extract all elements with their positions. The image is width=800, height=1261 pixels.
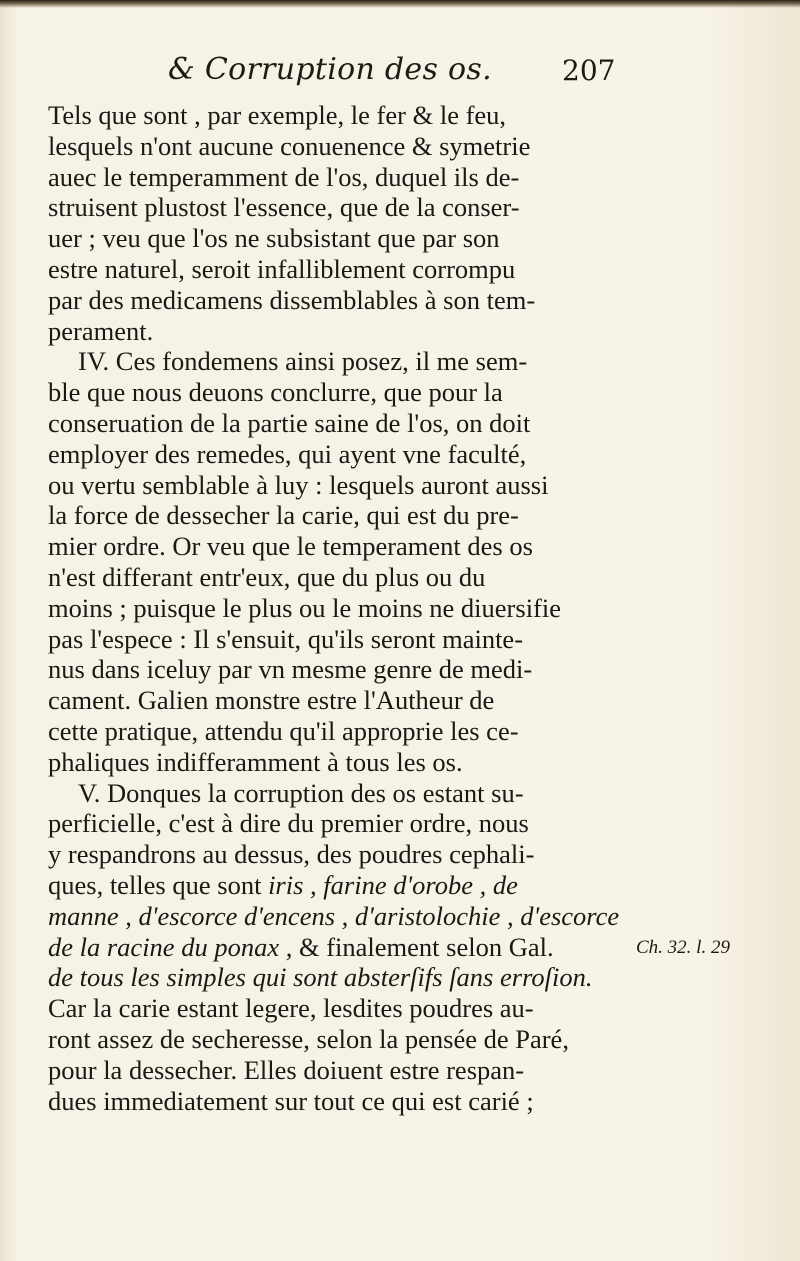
text-line: struisent plustost l'essence, que de la conser-	[48, 192, 520, 223]
text-line: IV. Ces fondemens ainsi posez, il me sem-	[78, 346, 528, 377]
text-line: employer des remedes, qui ayent vne faculté,	[48, 438, 527, 469]
text-line: nus dans iceluy par vn mesme genre de medi-	[48, 654, 533, 685]
text-line: ble que nous deuons conclurre, que pour la	[48, 377, 503, 408]
text-line: lesquels n'ont aucune conuenence & symetrie	[48, 130, 531, 161]
running-head: & Corruption des os.	[168, 52, 492, 87]
text-line: conseruation de la partie saine de l'os, on doit	[48, 407, 531, 438]
text-line: mier ordre. Or veu que le temperament des os	[48, 531, 533, 562]
text-line: cament. Galien monstre estre l'Autheur de	[48, 685, 495, 716]
page-top-edge	[0, 0, 800, 8]
text-line-italic: de tous les simples qui sont absterſifs ſans erroſion.	[48, 962, 593, 993]
text-line-italic: manne , d'escorce d'encens , d'aristolochie , d'escorce	[48, 900, 620, 931]
text-line: uer ; veu que l'os ne subsistant que par son	[48, 223, 500, 254]
page-header	[0, 52, 800, 96]
text-line: perament.	[48, 315, 154, 346]
body-text	[48, 100, 628, 1116]
text-line: Tels que sont , par exemple, le fer & le feu,	[48, 100, 507, 130]
text-line: perficielle, c'est à dire du premier ordre, nous	[48, 808, 529, 839]
text-line: moins ; puisque le plus ou le moins ne diuersifie	[48, 592, 562, 623]
text-line: ou vertu semblable à luy : lesquels auront aussi	[48, 469, 549, 500]
text-line: ront assez de secheresse, selon la pensée de Paré,	[48, 1023, 569, 1054]
margin-note: Ch. 32. l. 29	[636, 937, 730, 958]
text-line: pour la dessecher. Elles doiuent estre respan-	[48, 1054, 525, 1085]
text-line: auec le temperamment de l'os, duquel ils de-	[48, 161, 520, 192]
text-line: dues immediatement sur tout ce qui est carié ;	[48, 1085, 534, 1116]
text-line: pas l'espece : Il s'ensuit, qu'ils seront mainte-	[48, 623, 524, 654]
text-line	[48, 932, 628, 963]
text-line: Car la carie estant legere, lesdites poudres au-	[48, 993, 534, 1024]
text-line: n'est differant entr'eux, que du plus ou du	[48, 561, 486, 592]
text-line: y respandrons au dessus, des poudres cephali-	[48, 839, 535, 870]
text-line: phaliques indifferamment à tous les os.	[48, 746, 463, 777]
text-line: par des medicamens dissemblables à son tem-	[48, 284, 536, 315]
text-line: cette pratique, attendu qu'il approprie les ce-	[48, 715, 519, 746]
text-line	[48, 870, 628, 901]
text-line: la force de dessecher la carie, qui est du pre-	[48, 500, 519, 531]
italic-text-run: iris , farine d'orobe , de	[268, 869, 518, 900]
page-number: 207	[562, 54, 616, 87]
text-run: ques, telles que sont	[48, 869, 262, 900]
text-line: V. Donques la corruption des os estant su-	[78, 777, 524, 808]
italic-text-run: de la racine du ponax ,	[48, 931, 293, 962]
text-run: & finalement selon Gal.	[298, 931, 554, 962]
text-line: estre naturel, seroit infalliblement corrompu	[48, 253, 516, 284]
